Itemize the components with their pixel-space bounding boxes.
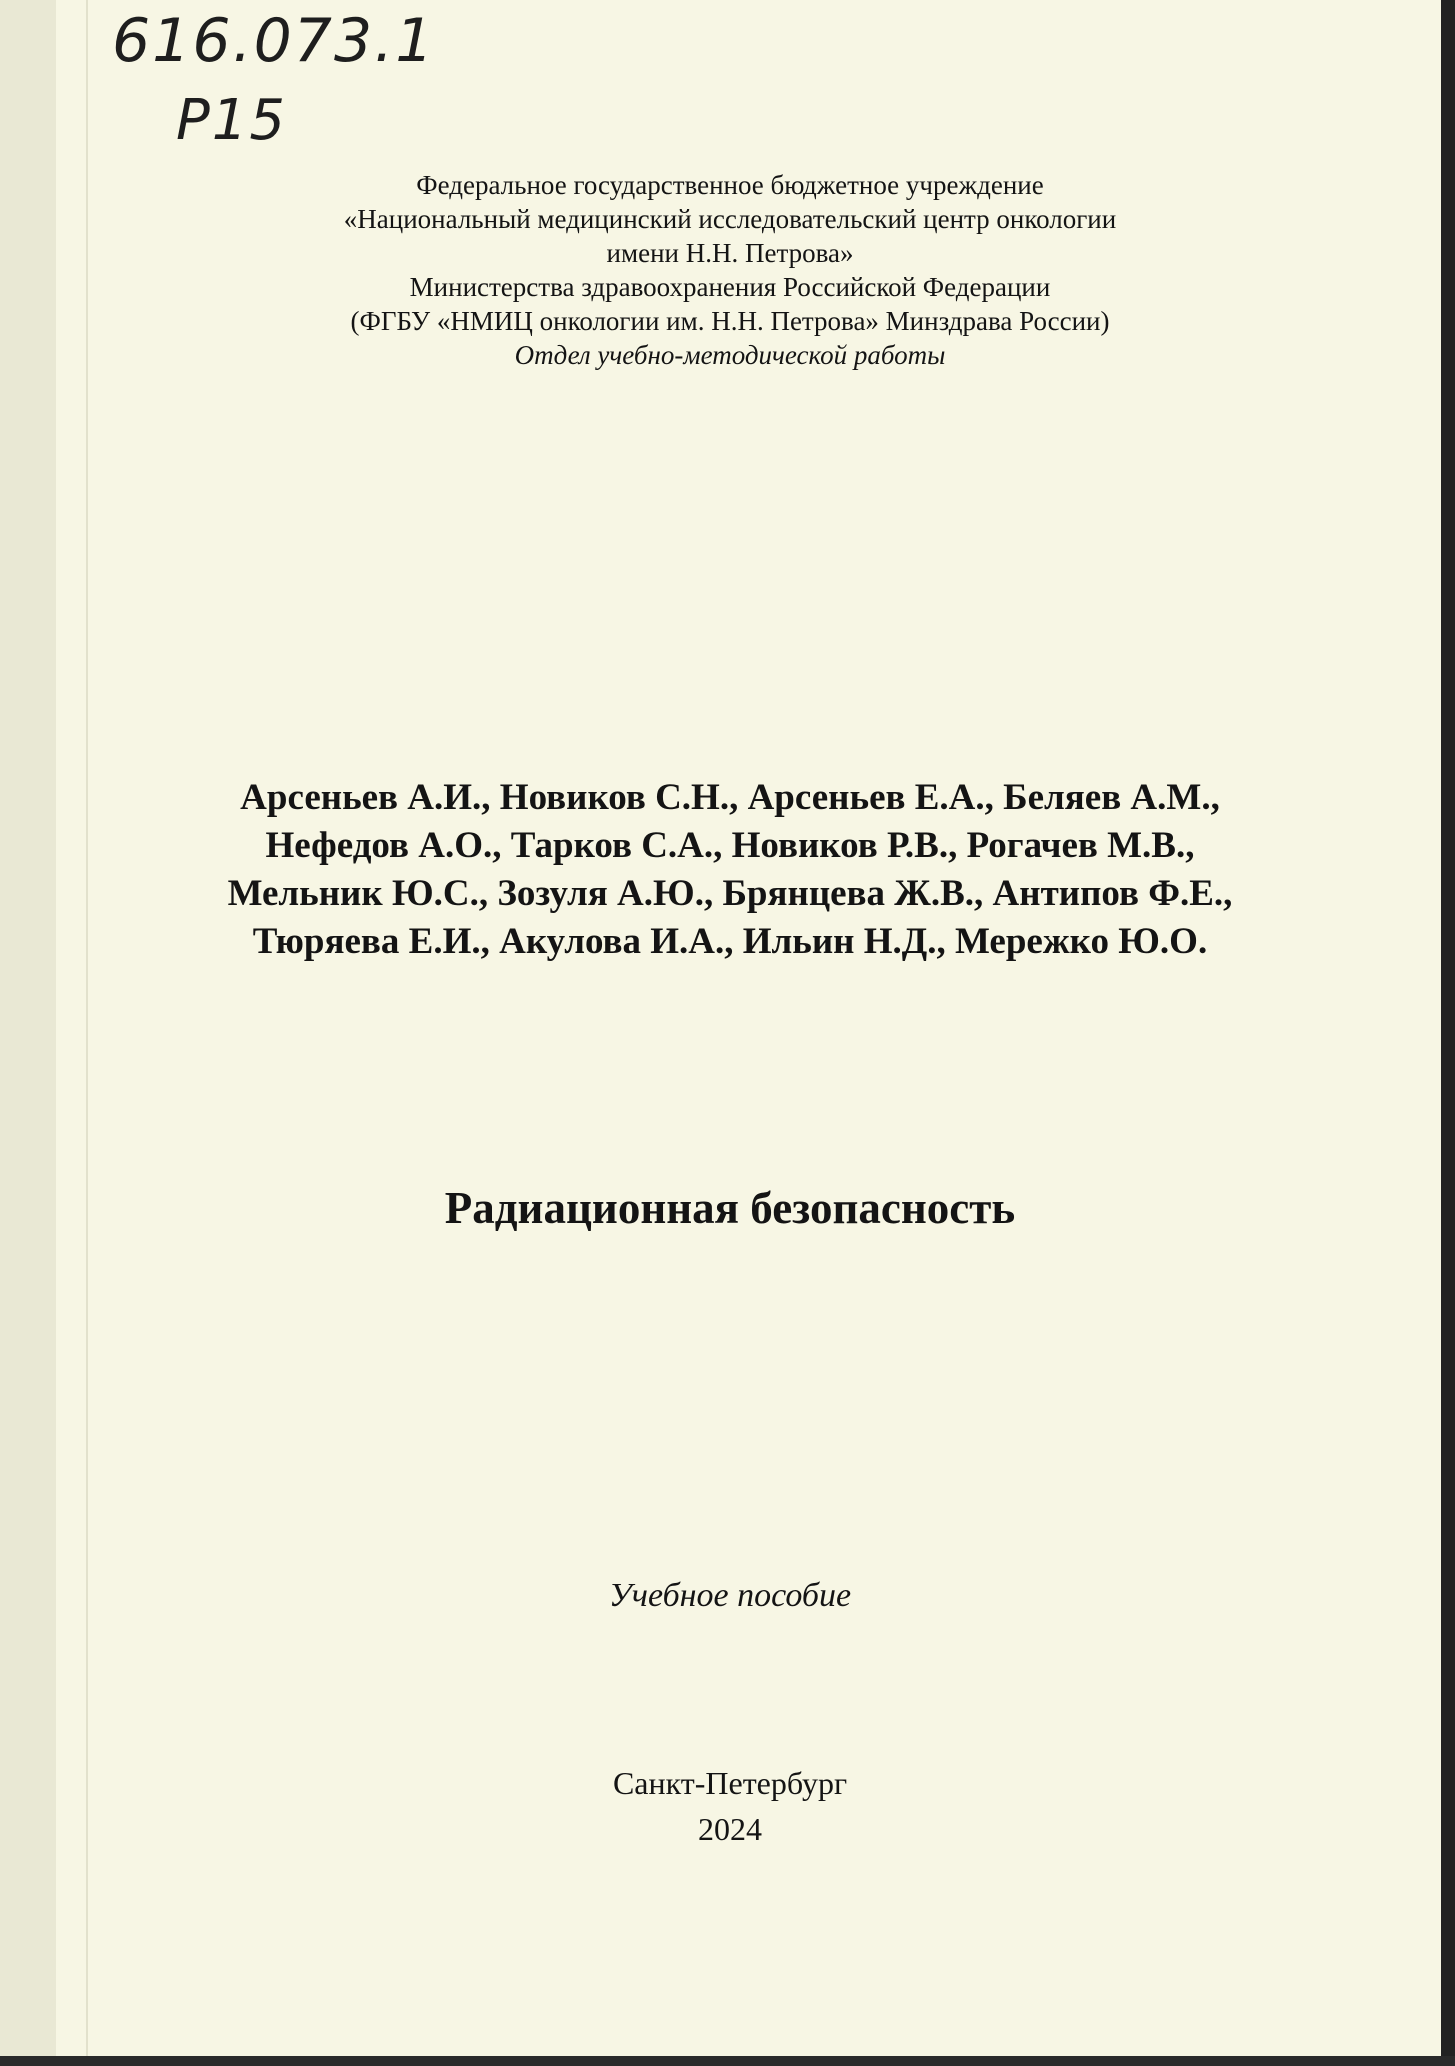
imprint-block: [180, 1760, 1280, 1852]
cover-fold-line: [86, 0, 88, 2066]
handwritten-shelf-mark: Р15: [176, 88, 288, 153]
publication-year: 2024: [698, 1811, 762, 1847]
institution-line: (ФГБУ «НМИЦ онкологии им. Н.Н. Петрова» Минздрава России): [350, 306, 1110, 336]
authors-line: Тюряева Е.И., Акулова И.А., Ильин Н.Д., Мережко Ю.О.: [252, 921, 1208, 962]
handwritten-classification-code: 616.073.1: [112, 6, 436, 76]
authors-block: [120, 774, 1340, 966]
institution-line: «Национальный медицинский исследовательский центр онкологии: [343, 204, 1117, 234]
scan-right-edge: [1441, 0, 1455, 2066]
authors-line: Арсеньев А.И., Новиков С.Н., Арсеньев Е.А., Беляев А.М.,: [240, 777, 1220, 818]
institution-line: имени Н.Н. Петрова»: [606, 238, 854, 268]
department-name: Отдел учебно-методической работы: [514, 340, 946, 370]
institution-line: Министерства здравоохранения Российской Федерации: [409, 272, 1051, 302]
institution-block: [180, 168, 1280, 372]
book-title: Радиационная безопасность: [444, 1183, 1016, 1233]
scan-bottom-edge: [0, 2056, 1455, 2066]
publication-city: Санкт-Петербург: [612, 1765, 848, 1801]
authors-line: Мельник Ю.С., Зозуля А.Ю., Брянцева Ж.В., Антипов Ф.Е.,: [227, 873, 1233, 914]
institution-line: Федеральное государственное бюджетное учреждение: [416, 170, 1044, 200]
publication-type: Учебное пособие: [608, 1577, 852, 1614]
authors-line: Нефедов А.О., Тарков С.А., Новиков Р.В., Рогачев М.В.,: [265, 825, 1195, 866]
cover-spine-strip: [0, 0, 56, 2066]
